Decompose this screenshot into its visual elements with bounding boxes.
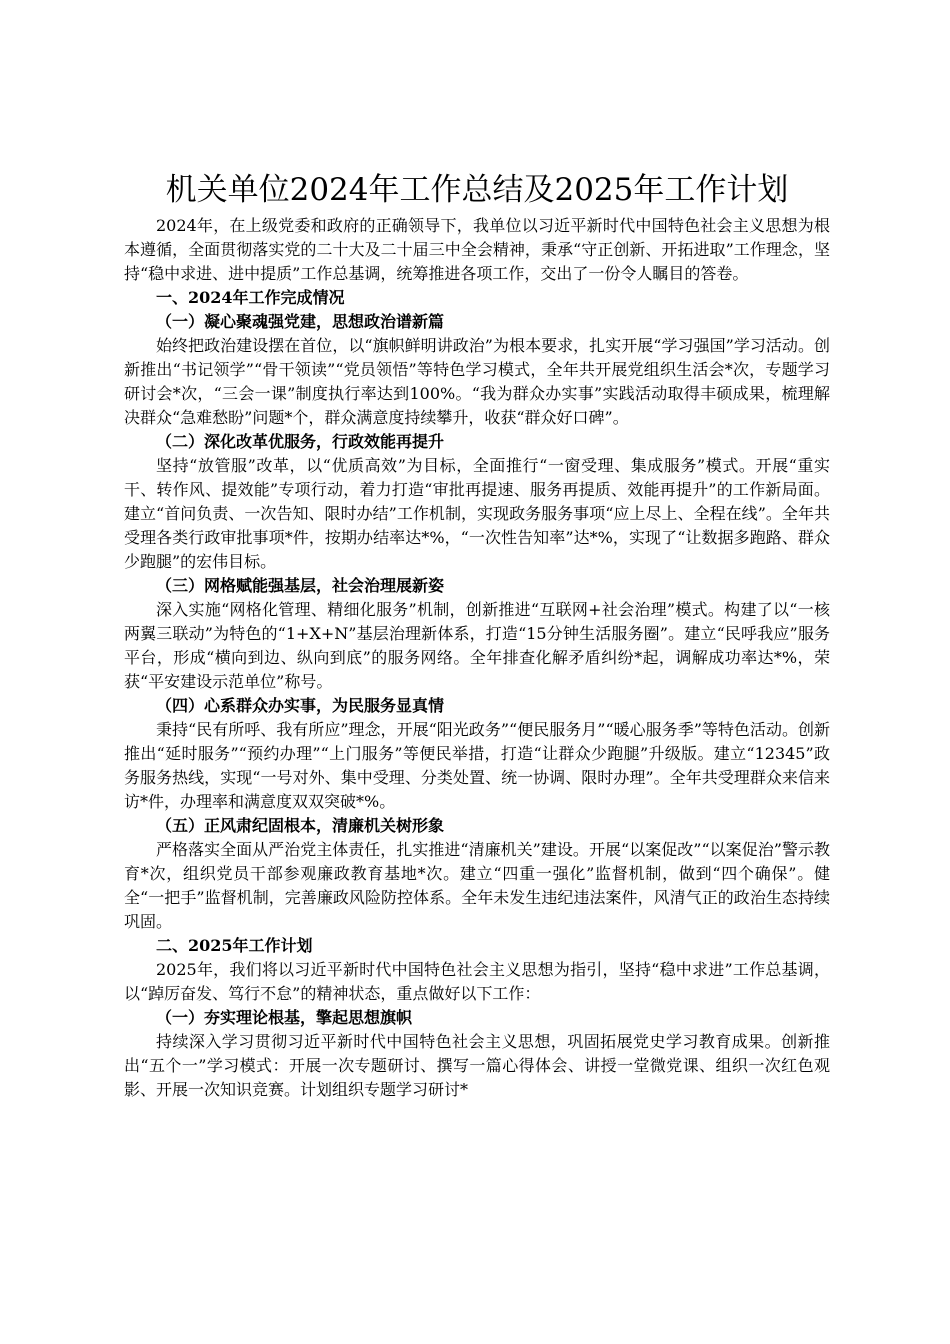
body-paragraph: 坚持“放管服”改革，以“优质高效”为目标，全面推行“一窗受理、集成服务”模式。开展“重实干、转作风、提效能”专项行动，着力打造“审批再提速、服务再提质、效能再提升”的工作新局面。建立“首问负责、一次告知、限时办结”工作机制，实现政务服务事项“应上尽上、全程在线”。全年共受理各类行政审批事项*件，按期办结率达*%，“一次性告知率”达*%，实现了“让数据多跑路、群众少跑腿”的宏伟目标。 xyxy=(124,456,830,571)
subsection-heading: （四）心系群众办实事，为民服务显真情 xyxy=(156,696,445,715)
body-paragraph: 始终把政治建设摆在首位，以“旗帜鲜明讲政治”为根本要求，扎实开展“学习强国”学习活动。创新推出“书记领学”“骨干领读”“党员领悟”等特色学习模式，全年共开展党组织生活会*次，专题学习研讨会*次，“三会一课”制度执行率达到100%。“我为群众办实事”实践活动取得丰硕成果，梳理解决群众“急难愁盼”问题*个，群众满意度持续攀升，收获“群众好口碑”。 xyxy=(124,336,830,427)
subsection-heading: （一）夯实理论根基，擎起思想旗帜 xyxy=(156,1008,413,1027)
subsection-heading: （一）凝心聚魂强党建，思想政治谱新篇 xyxy=(156,312,445,331)
document-page xyxy=(124,168,830,1102)
subsection-heading: （三）网格赋能强基层，社会治理展新姿 xyxy=(156,576,445,595)
body-paragraph: 严格落实全面从严治党主体责任，扎实推进“清廉机关”建设。开展“以案促改”“以案促治”警示教育*次，组织党员干部参观廉政教育基地*次。建立“四重一强化”监督机制，做到“四个确保”。健全“一把手”监督机制，完善廉政风险防控体系。全年未发生违纪违法案件，风清气正的政治生态持续巩固。 xyxy=(124,840,830,931)
subsection-heading: （二）深化改革优服务，行政效能再提升 xyxy=(156,432,445,451)
body-paragraph: 持续深入学习贯彻习近平新时代中国特色社会主义思想，巩固拓展党史学习教育成果。创新推出“五个一”学习模式：开展一次专题研讨、撰写一篇心得体会、讲授一堂微党课、组织一次红色观影、开展一次知识竞赛。计划组织专题学习研讨* xyxy=(124,1032,830,1099)
subsection-heading: （五）正风肃纪固根本，清廉机关树形象 xyxy=(156,816,445,835)
body-paragraph: 2024年，在上级党委和政府的正确领导下，我单位以习近平新时代中国特色社会主义思想为根本遵循，全面贯彻落实党的二十大及二十届三中全会精神，秉承“守正创新、开拓进取”工作理念，坚持“稳中求进、进中提质”工作总基调，统筹推进各项工作，交出了一份令人瞩目的答卷。 xyxy=(124,216,830,283)
document-title: 机关单位2024年工作总结及2025年工作计划 xyxy=(165,172,789,208)
body-paragraph: 2025年，我们将以习近平新时代中国特色社会主义思想为指引，坚持“稳中求进”工作总基调，以“踔厉奋发、笃行不怠”的精神状态，重点做好以下工作： xyxy=(124,960,830,1003)
section-heading: 一、2024年工作完成情况 xyxy=(156,288,345,307)
body-paragraph: 深入实施“网格化管理、精细化服务”机制，创新推进“互联网+社会治理”模式。构建了以“一核两翼三联动”为特色的“1+X+N”基层治理新体系，打造“15分钟生活服务圈”。建立“民呼我应”服务平台，形成“横向到边、纵向到底”的服务网络。全年排查化解矛盾纠纷*起，调解成功率达*%，荣获“平安建设示范单位”称号。 xyxy=(124,600,830,691)
document-body xyxy=(124,214,830,1102)
section-heading: 二、2025年工作计划 xyxy=(156,936,313,955)
body-paragraph: 秉持“民有所呼、我有所应”理念，开展“阳光政务”“便民服务月”“暖心服务季”等特色活动。创新推出“延时服务”“预约办理”“上门服务”等便民举措，打造“让群众少跑腿”升级版。建立“12345”政务服务热线，实现“一号对外、集中受理、分类处置、统一协调、限时办理”。全年共受理群众来信来访*件，办理率和满意度双双突破*%。 xyxy=(124,720,830,811)
